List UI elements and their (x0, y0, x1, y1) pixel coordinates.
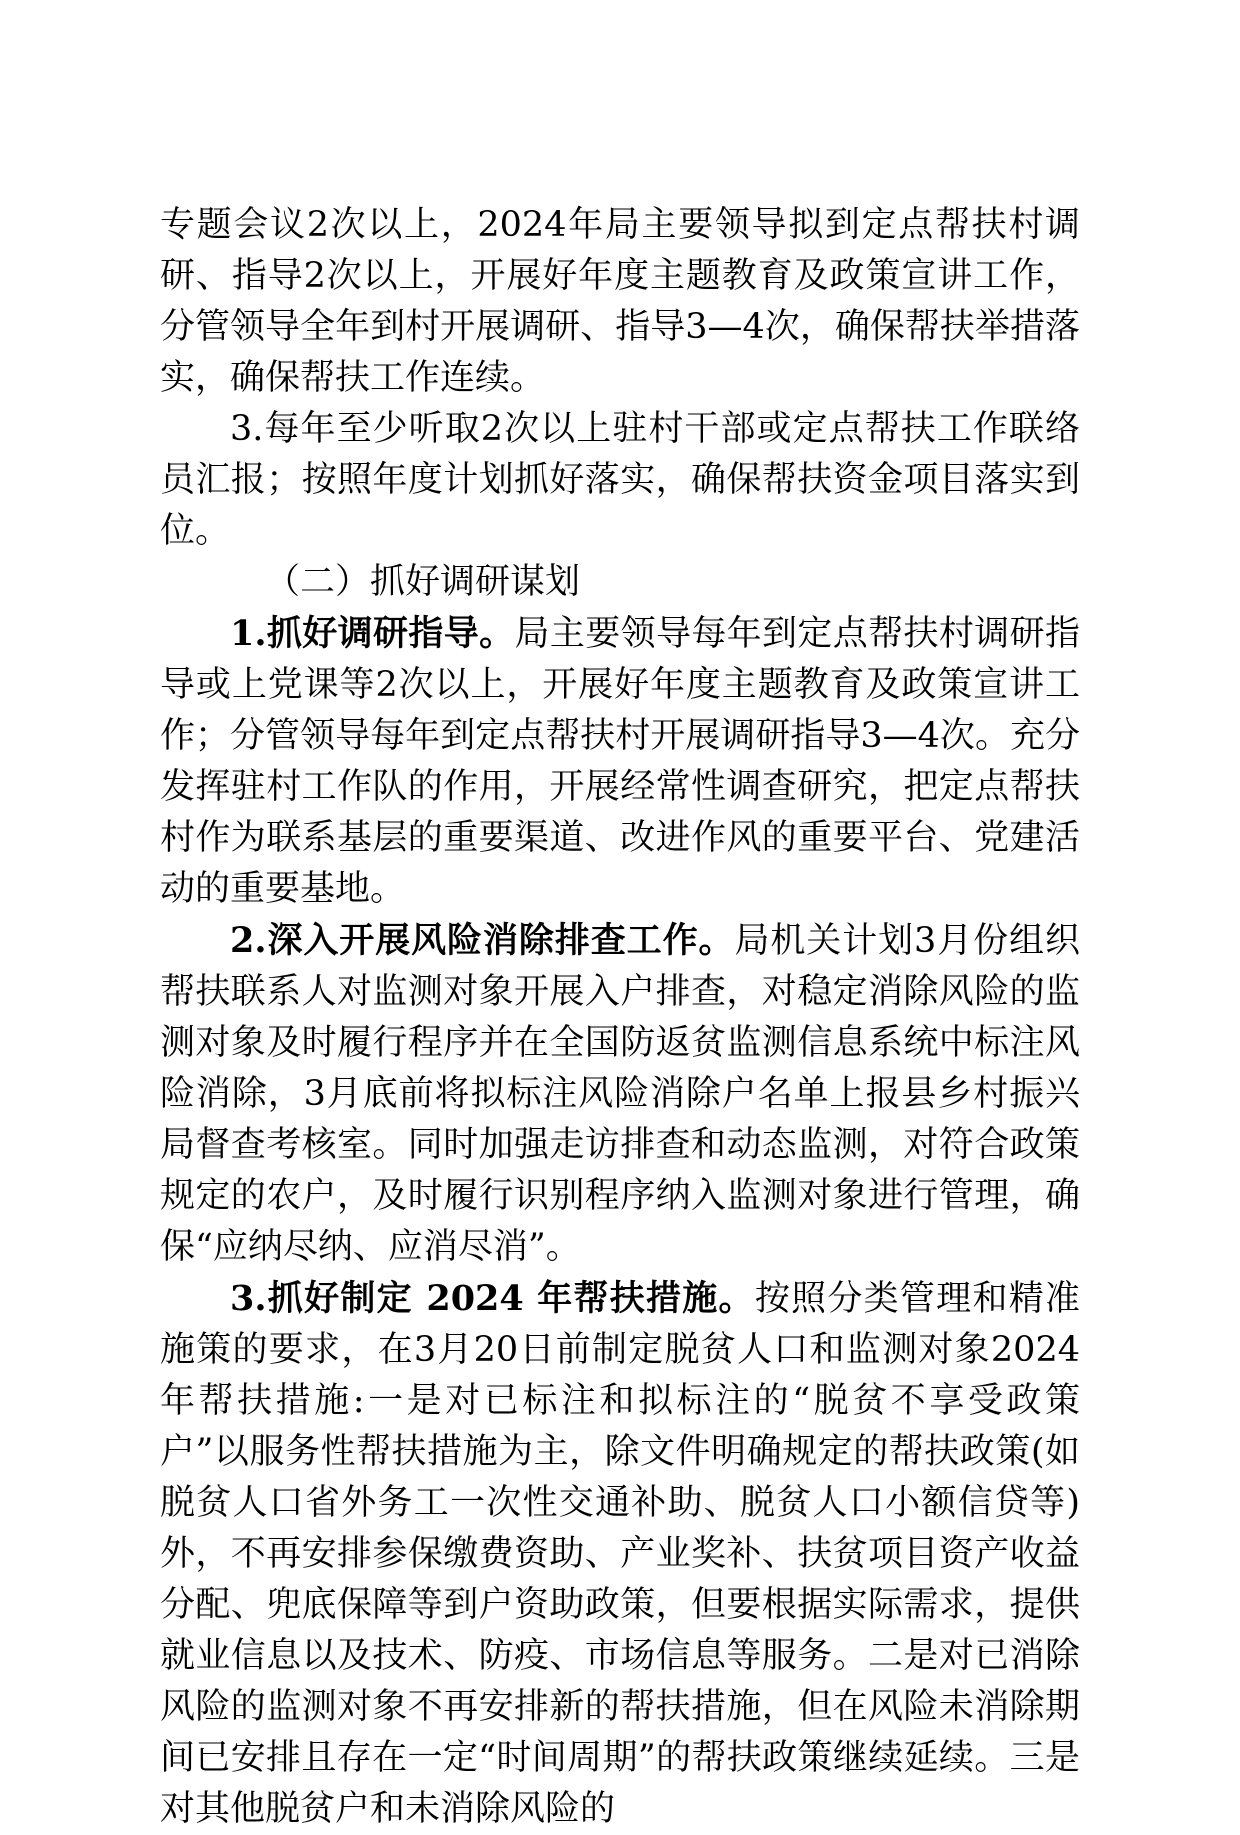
lead-research-guidance: 1.抓好调研指导。 (230, 613, 515, 654)
lead-risk-elimination: 2.深入开展风险消除排查工作。 (230, 920, 735, 961)
paragraph-research-guidance (160, 608, 1080, 915)
document-page (160, 200, 1080, 1835)
paragraph-report-listening: 3.每年至少听取2次以上驻村干部或定点帮扶工作联络员汇报；按照年度计划抓好落实，确保帮扶资金项目落实到位。 (160, 409, 1080, 551)
body-assistance-measures: 按照分类管理和精准施策的要求，在3月20日前制定脱贫人口和监测对象2024年帮扶措施:一是对已标注和拟标注的“脱贫不享受政策户”以服务性帮扶措施为主，除文件明确规定的帮扶政策(如脱贫人口省外务工一次性交通补助、脱贫人口小额信贷等)外，不再安排参保缴费资助、产业奖补、扶贫项目资产收益分配、兜底保障等到户资助政策，但要根据实际需求，提供就业信息以及技术、防疫、市场信息等服务。二是对已消除风险的监测对象不再安排新的帮扶措施，但在风险未消除期间已安排且存在一定“时间周期”的帮扶政策继续延续。三是对其他脱贫户和未消除风险的 (160, 1279, 1080, 1829)
paragraph-risk-elimination (160, 915, 1080, 1273)
paragraph-assistance-measures (160, 1273, 1080, 1835)
lead-assistance-measures: 3.抓好制定 2024 年帮扶措施。 (230, 1278, 755, 1319)
body-research-guidance: 局主要领导每年到定点帮扶村调研指导或上党课等2次以上，开展好年度主题教育及政策宣讲工作；分管领导每年到定点帮扶村开展调研指导3—4次。充分发挥驻村工作队的作用，开展经常性调查研究，把定点帮扶村作为联系基层的重要渠道、改进作风的重要平台、党建活动的重要基地。 (160, 614, 1080, 909)
section-heading-research-planning: （二）抓好调研谋划 (265, 562, 581, 602)
paragraph-meeting-requirements: 专题会议2次以上，2024年局主要领导拟到定点帮扶村调研、指导2次以上，开展好年度主题教育及政策宣讲工作，分管领导全年到村开展调研、指导3—4次，确保帮扶举措落实，确保帮扶工作连续。 (160, 205, 1080, 398)
body-risk-elimination: 局机关计划3月份组织帮扶联系人对监测对象开展入户排查，对稳定消除风险的监测对象及时履行程序并在全国防返贫监测信息系统中标注风险消除，3月底前将拟标注风险消除户名单上报县乡村振兴局督查考核室。同时加强走访排查和动态监测，对符合政策规定的农户，及时履行识别程序纳入监测对象进行管理，确保“应纳尽纳、应消尽消”。 (160, 921, 1080, 1267)
